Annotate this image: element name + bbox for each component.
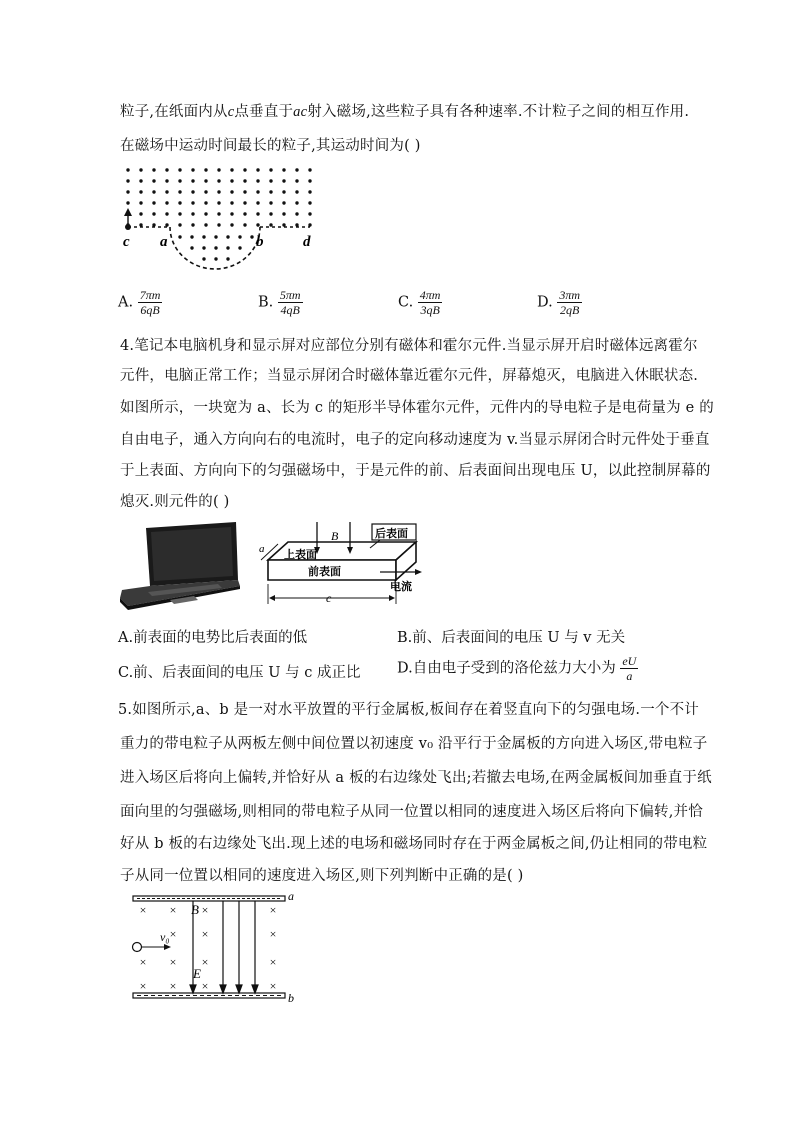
q5-line-3: 进入场区后将向上偏转,并恰好从 a 板的右边缘处飞出;若撤去电场,在两金属板间加垂直于纸 [120, 770, 712, 786]
field-dot [152, 179, 155, 182]
field-cross: × [169, 979, 177, 993]
field-dot [282, 190, 285, 193]
q3-option-b-fraction [278, 288, 303, 317]
field-dot [269, 223, 272, 226]
field-dot [165, 168, 168, 171]
q5-label-E: E [193, 966, 201, 981]
field-dot [126, 190, 129, 193]
q3-figure [118, 162, 328, 282]
q3-label-a: a [160, 234, 168, 250]
q5-label-b: b [288, 991, 294, 1005]
field-dot [202, 257, 205, 260]
field-dot [308, 201, 311, 204]
field-cross: × [201, 927, 209, 941]
q3-label-c: c [123, 234, 130, 250]
field-dot [191, 168, 194, 171]
q3-option-a [118, 288, 162, 317]
q4-option-d-num: eU [622, 654, 637, 668]
field-dot [230, 201, 233, 204]
field-dot [230, 179, 233, 182]
field-dot [165, 190, 168, 193]
field-cross: × [269, 955, 277, 969]
field-dot [308, 212, 311, 215]
field-dot [269, 190, 272, 193]
field-dot [139, 190, 142, 193]
field-dot [308, 179, 311, 182]
field-dot [190, 235, 193, 238]
field-dot [165, 223, 168, 226]
field-dot [226, 235, 229, 238]
hall-label-a: a [259, 543, 265, 555]
field-dot [191, 201, 194, 204]
field-dot [295, 168, 298, 171]
field-dot [282, 212, 285, 215]
field-dot [152, 223, 155, 226]
q3-line1-a: 粒子,在纸面内从 [120, 104, 228, 120]
field-dot [204, 190, 207, 193]
field-dot [204, 168, 207, 171]
q5-line-2: 重力的带电粒子从两板左侧中间位置以初速度 v₀ 沿平行于金属板的方向进入场区,带电粒子 [120, 736, 708, 752]
field-dot [282, 223, 285, 226]
q3-line1-c: c [227, 104, 235, 120]
field-dot [269, 179, 272, 182]
field-dot [238, 246, 241, 249]
q3-option-d-letter: D. [537, 294, 553, 311]
q3-option-b-num: 5πm [279, 288, 301, 302]
q3-line1-ac: ac [293, 104, 308, 120]
field-dot [178, 168, 181, 171]
field-dot [282, 179, 285, 182]
field-dot [191, 190, 194, 193]
hall-label-back: 后表面 [375, 528, 408, 540]
q3-option-c-fraction [418, 288, 443, 317]
field-dot [217, 190, 220, 193]
hall-label-c: c [326, 591, 332, 605]
field-dot [256, 179, 259, 182]
field-dot [152, 168, 155, 171]
field-cross: × [169, 955, 177, 969]
field-dot [139, 168, 142, 171]
field-dot [202, 235, 205, 238]
field-cross: × [169, 927, 177, 941]
field-dot [178, 223, 181, 226]
field-dot [217, 212, 220, 215]
field-dot [230, 190, 233, 193]
hall-label-B: B [331, 529, 339, 543]
q3-label-b: b [256, 234, 264, 250]
field-dot [178, 235, 181, 238]
field-dot [139, 179, 142, 182]
field-dot [308, 190, 311, 193]
q3-point-c [125, 224, 131, 230]
field-dot [243, 168, 246, 171]
field-dot [308, 168, 311, 171]
q4-option-d-text: D.自由电子受到的洛伦兹力大小为 [397, 660, 616, 677]
field-dot [152, 201, 155, 204]
field-cross: × [169, 903, 177, 917]
q4-option-d-den: a [626, 669, 633, 683]
field-dot [152, 212, 155, 215]
field-cross: × [269, 903, 277, 917]
field-cross: × [269, 979, 277, 993]
field-dot [230, 223, 233, 226]
field-dot [308, 223, 311, 226]
field-dot [256, 223, 259, 226]
field-dot [295, 212, 298, 215]
q4-line-5: 于上表面、方向向下的匀强磁场中，于是元件的前、后表面间出现电压 U，以此控制屏幕的 [120, 463, 711, 479]
field-dot [295, 179, 298, 182]
q3-line-1 [120, 100, 689, 121]
field-dot [226, 257, 229, 260]
q3-option-d-fraction [557, 288, 582, 317]
field-dot [282, 201, 285, 204]
field-dot [243, 223, 246, 226]
field-dot [126, 201, 129, 204]
field-dot [178, 212, 181, 215]
q4-option-d [397, 654, 638, 683]
field-dot [204, 223, 207, 226]
q3-option-c-num: 4πm [419, 288, 441, 302]
q3-option-d-num: 3πm [559, 288, 581, 302]
field-dot [191, 212, 194, 215]
field-dot [250, 235, 253, 238]
field-dot [295, 201, 298, 204]
field-cross: × [139, 979, 147, 993]
field-dot [256, 168, 259, 171]
field-dot [226, 246, 229, 249]
q4-option-a: A.前表面的电势比后表面的低 [118, 630, 308, 646]
q3-option-d [537, 288, 582, 317]
field-dot [243, 201, 246, 204]
charged-particle [133, 943, 142, 952]
field-dot [269, 201, 272, 204]
field-dot [165, 179, 168, 182]
q3-line1-end: 射入磁场,这些粒子具有各种速率.不计粒子之间的相互作用. [307, 104, 690, 120]
q3-option-b-letter: B. [258, 294, 274, 311]
field-dot [152, 190, 155, 193]
field-dot [204, 179, 207, 182]
q3-option-b-den: 4qB [280, 303, 300, 317]
q3-option-c [398, 288, 442, 317]
field-cross: × [201, 979, 209, 993]
field-dot [269, 168, 272, 171]
field-dot [269, 212, 272, 215]
field-dot [217, 201, 220, 204]
field-dot [139, 201, 142, 204]
hall-label-top: 上表面 [284, 549, 317, 561]
q3-option-c-den: 3qB [420, 303, 440, 317]
field-dot [214, 235, 217, 238]
field-dot [126, 179, 129, 182]
field-dot [217, 223, 220, 226]
hall-label-front: 前表面 [308, 566, 341, 578]
field-cross: × [139, 955, 147, 969]
q4-line-1: 4.笔记本电脑机身和显示屏对应部位分别有磁体和霍尔元件.当显示屏开启时磁体远离霍尔 [120, 338, 698, 354]
field-dot [230, 168, 233, 171]
q4-figure [118, 516, 438, 616]
field-dot [191, 179, 194, 182]
q3-option-a-letter: A. [118, 294, 134, 311]
q4-line-3: 如图所示，一块宽为 a、长为 c 的矩形半导体霍尔元件，元件内的导电粒子是电荷量为 e 的 [120, 400, 714, 416]
field-dot [178, 179, 181, 182]
q5-line-4: 面向里的匀强磁场,则相同的带电粒子从同一位置以相同的速度进入场区后将向下偏转,并恰 [120, 804, 703, 820]
field-dot [217, 168, 220, 171]
q3-option-b [258, 288, 303, 317]
field-dot [165, 201, 168, 204]
q5-label-B: B [191, 902, 199, 917]
q5-line-6: 子从同一位置以相同的速度进入场区,则下列判断中正确的是( ) [120, 868, 524, 884]
q3-field-dots [126, 168, 311, 260]
field-dot [191, 223, 194, 226]
field-dot [256, 201, 259, 204]
field-dot [295, 223, 298, 226]
q4-line-4: 自由电子，通入方向向右的电流时，电子的定向移动速度为 v.当显示屏闭合时元件处于垂直 [120, 432, 710, 448]
field-dot [178, 190, 181, 193]
field-dot [243, 179, 246, 182]
field-dot [256, 190, 259, 193]
q4-line-2: 元件，电脑正常工作；当显示屏闭合时磁体靠近霍尔元件，屏幕熄灭，电脑进入休眠状态. [120, 368, 699, 384]
q3-arrow-head [124, 208, 132, 216]
field-dot [214, 246, 217, 249]
q3-option-c-letter: C. [398, 294, 414, 311]
hall-label-current: 电流 [390, 581, 412, 593]
q5-line-1: 5.如图所示,a、b 是一对水平放置的平行金属板,板间存在着竖直向下的匀强电场.一个不计 [118, 702, 699, 718]
field-cross: × [139, 903, 147, 917]
q5-line-5: 好从 b 板的右边缘处飞出.现上述的电场和磁场同时存在于两金属板之间,仍让相同的带电粒 [120, 836, 708, 852]
field-dot [230, 212, 233, 215]
q3-option-a-num: 7πm [139, 288, 161, 302]
q5-figure [125, 888, 300, 1008]
q5-label-a: a [288, 889, 294, 903]
hall-element [259, 522, 422, 605]
field-cross: × [201, 955, 209, 969]
field-cross: × [269, 927, 277, 941]
q3-option-a-den: 6qB [140, 303, 160, 317]
q3-line-2: 在磁场中运动时间最长的粒子,其运动时间为( ) [120, 138, 421, 154]
q4-line-6: 熄灭.则元件的( ) [120, 494, 230, 510]
field-dot [202, 246, 205, 249]
field-dot [243, 190, 246, 193]
field-dot [204, 212, 207, 215]
field-dot [282, 168, 285, 171]
q4-option-d-fraction [620, 654, 638, 683]
field-dot [295, 190, 298, 193]
field-dot [214, 257, 217, 260]
field-dot [190, 246, 193, 249]
field-dot [178, 201, 181, 204]
field-dot [217, 179, 220, 182]
field-dot [139, 212, 142, 215]
laptop-image [120, 522, 240, 610]
field-dot [243, 212, 246, 215]
field-dot [256, 212, 259, 215]
field-dot [139, 223, 142, 226]
field-dot [165, 212, 168, 215]
q3-line1-mid: 点垂直于 [234, 104, 294, 120]
magnetic-field-crosses [140, 903, 277, 993]
q4-option-c: C.前、后表面间的电压 U 与 c 成正比 [118, 665, 361, 681]
field-dot [204, 201, 207, 204]
q3-option-a-fraction [138, 288, 163, 317]
q3-label-d: d [303, 234, 311, 250]
q5-label-v0: v₀ [160, 930, 170, 944]
q3-option-d-den: 2qB [560, 303, 580, 317]
q4-option-b: B.前、后表面间的电压 U 与 v 无关 [397, 630, 626, 646]
field-cross: × [201, 903, 209, 917]
field-dot [126, 168, 129, 171]
field-dot [238, 235, 241, 238]
